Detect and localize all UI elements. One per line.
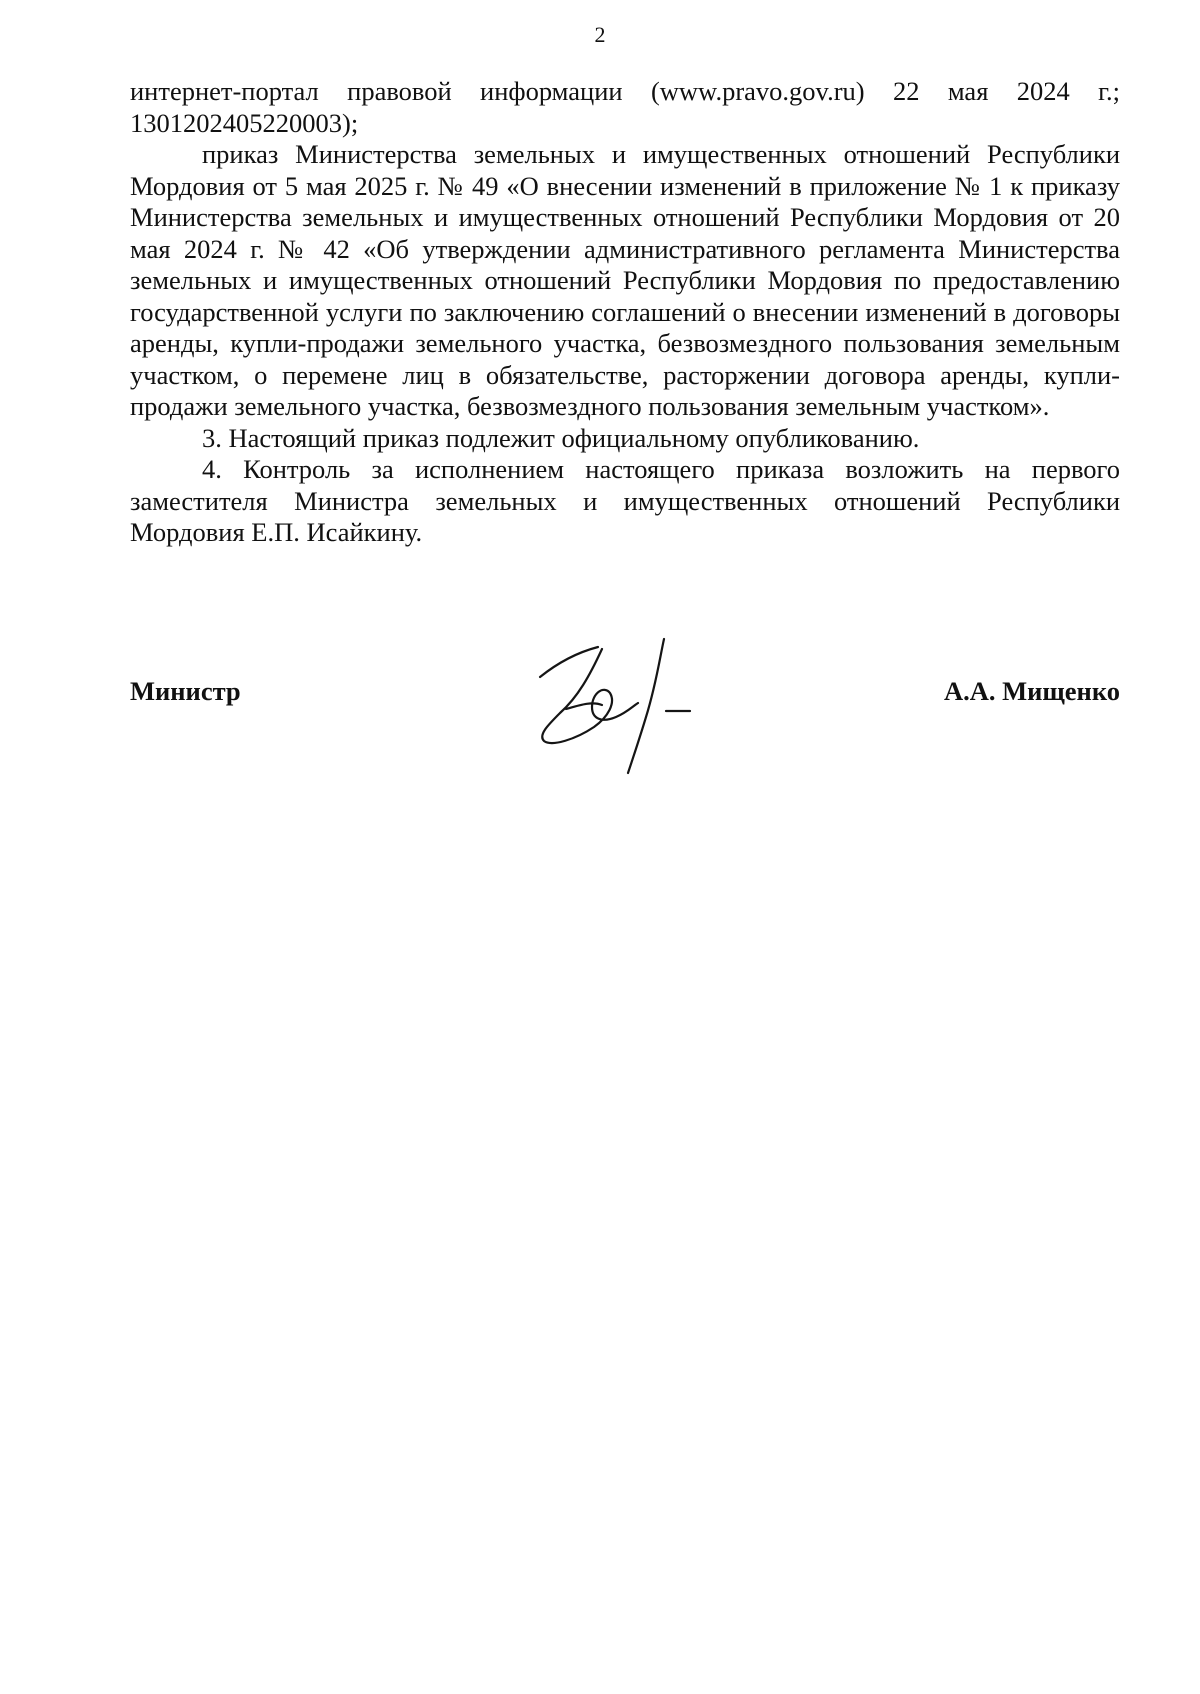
paragraph-order-reference: приказ Министерства земельных и имущественных отношений Республики Мордовия от 5 мая 2025 г. № 49 «О внесении изменений в приложение № 1 к приказу Министерства земельных и имущественных отношений Республики Мордовия от 20 мая 2024 г. № 42 «Об утверждении административного регламента Министерства земельных и имущественных отношений Республики Мордовия по предоставлению государственной услуги по заключению соглашений о внесении изменений в договоры аренды, купли-продажи земельного участка, безвозмездного пользования земельным участком, о перемене лиц в обязательстве, расторжении договора аренды, купли-продажи земельного участка, безвозмездного пользования земельным участком». <box>130 139 1120 421</box>
paragraph-control-clause: 4. Контроль за исполнением настоящего приказа возложить на первого заместителя Министра земельных и имущественных отношений Республики Мордовия Е.П. Исайкину. <box>130 454 1120 547</box>
signature-stroke-tail-curve <box>566 703 602 709</box>
document-body <box>130 76 1120 549</box>
signer-title: Министр <box>130 676 241 706</box>
paragraph-publication-clause: 3. Настоящий приказ подлежит официальному опубликованию. <box>202 422 920 453</box>
paragraph-portal-reference: интернет-портал правовой информации (www.pravo.gov.ru) 22 мая 2024 г.; 1301202405220003); <box>130 76 1120 138</box>
page-number: 2 <box>594 22 606 47</box>
signer-name: А.А. Мищенко <box>943 676 1120 706</box>
handwritten-signature <box>530 635 730 780</box>
signature-stroke-loop <box>542 649 638 743</box>
